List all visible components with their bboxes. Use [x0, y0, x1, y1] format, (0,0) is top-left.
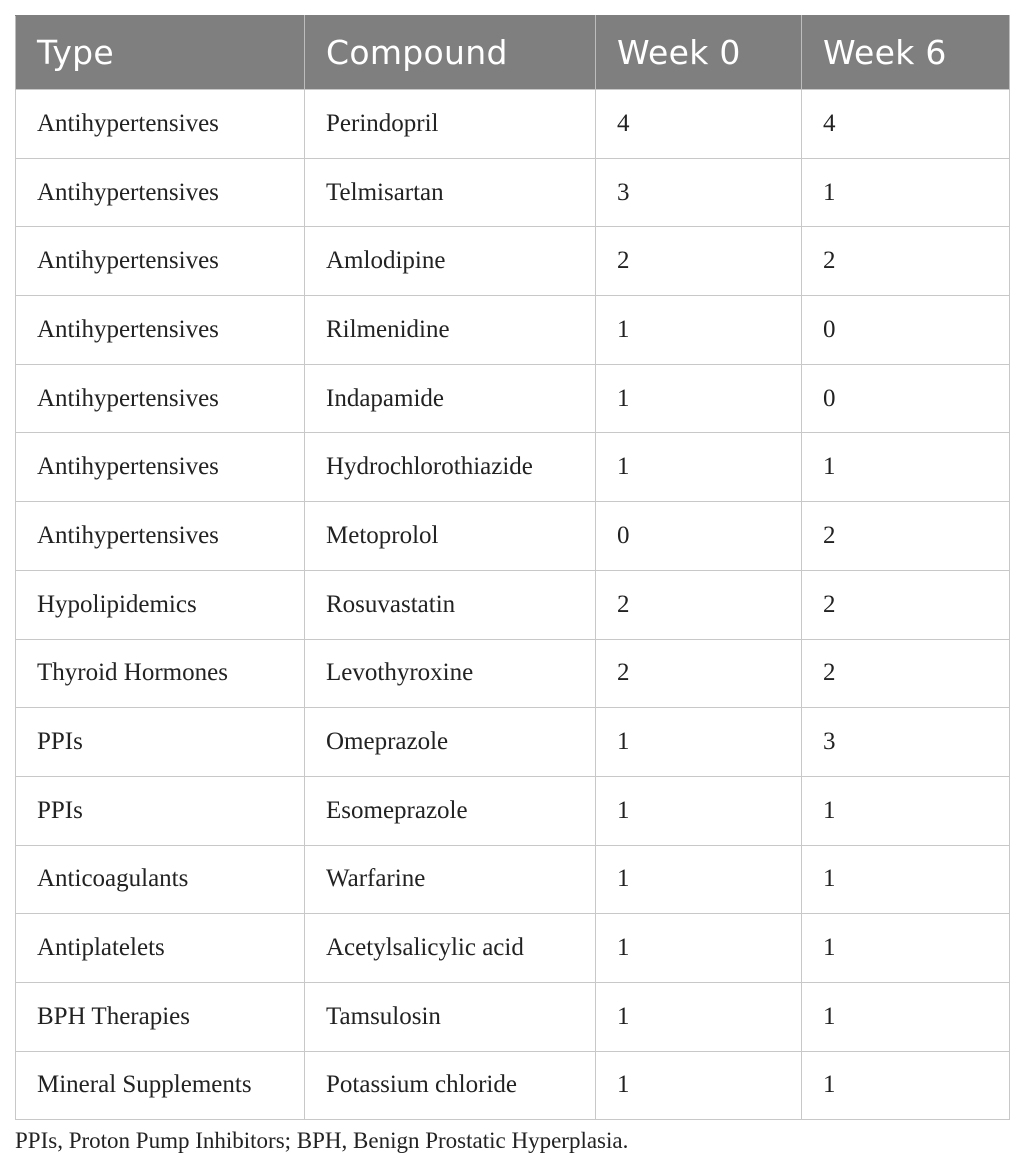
header-week-0: Week 0 [596, 16, 802, 90]
table-header [16, 16, 1010, 90]
cell-week-0: 1 [596, 776, 802, 845]
cell-compound: Potassium chloride [305, 1051, 596, 1120]
cell-week-0: 1 [596, 1051, 802, 1120]
cell-week-6: 2 [802, 502, 1010, 571]
cell-type: Hypolipidemics [16, 570, 305, 639]
table-footnote: PPIs, Proton Pump Inhibitors; BPH, Benign Prostatic Hyperplasia. [15, 1128, 629, 1153]
cell-week-6: 0 [802, 296, 1010, 365]
cell-compound: Warfarine [305, 845, 596, 914]
cell-type: Antihypertensives [16, 502, 305, 571]
cell-week-6: 1 [802, 158, 1010, 227]
medication-table [15, 15, 1010, 1120]
cell-week-0: 3 [596, 158, 802, 227]
table-row [16, 982, 1010, 1051]
table-body [16, 90, 1010, 1120]
cell-week-6: 0 [802, 364, 1010, 433]
table-row [16, 158, 1010, 227]
cell-compound: Tamsulosin [305, 982, 596, 1051]
cell-type: Antihypertensives [16, 90, 305, 159]
table-row [16, 776, 1010, 845]
table-row [16, 296, 1010, 365]
table-row [16, 845, 1010, 914]
cell-week-6: 1 [802, 433, 1010, 502]
cell-type: PPIs [16, 776, 305, 845]
table-row [16, 1051, 1010, 1120]
cell-week-6: 4 [802, 90, 1010, 159]
table-row [16, 364, 1010, 433]
table-row [16, 227, 1010, 296]
header-compound: Compound [305, 16, 596, 90]
cell-compound: Rilmenidine [305, 296, 596, 365]
cell-week-6: 1 [802, 845, 1010, 914]
table-row [16, 502, 1010, 571]
cell-week-0: 2 [596, 639, 802, 708]
table-row [16, 90, 1010, 159]
cell-week-0: 1 [596, 296, 802, 365]
cell-type: BPH Therapies [16, 982, 305, 1051]
cell-week-0: 4 [596, 90, 802, 159]
header-week-6: Week 6 [802, 16, 1010, 90]
cell-compound: Esomeprazole [305, 776, 596, 845]
header-row [16, 16, 1010, 90]
table-row [16, 433, 1010, 502]
cell-compound: Perindopril [305, 90, 596, 159]
cell-compound: Omeprazole [305, 708, 596, 777]
table-row [16, 570, 1010, 639]
cell-week-6: 2 [802, 227, 1010, 296]
cell-type: Anticoagulants [16, 845, 305, 914]
cell-compound: Metoprolol [305, 502, 596, 571]
cell-compound: Hydrochlorothiazide [305, 433, 596, 502]
cell-week-6: 2 [802, 639, 1010, 708]
cell-week-0: 1 [596, 364, 802, 433]
cell-compound: Indapamide [305, 364, 596, 433]
cell-week-0: 2 [596, 570, 802, 639]
table-row [16, 708, 1010, 777]
cell-compound: Amlodipine [305, 227, 596, 296]
cell-week-0: 1 [596, 914, 802, 983]
cell-compound: Levothyroxine [305, 639, 596, 708]
cell-week-6: 2 [802, 570, 1010, 639]
cell-type: Antiplatelets [16, 914, 305, 983]
cell-type: Antihypertensives [16, 296, 305, 365]
cell-compound: Acetylsalicylic acid [305, 914, 596, 983]
cell-week-0: 1 [596, 708, 802, 777]
header-type: Type [16, 16, 305, 90]
cell-week-6: 1 [802, 982, 1010, 1051]
cell-type: Antihypertensives [16, 227, 305, 296]
cell-week-0: 1 [596, 845, 802, 914]
cell-type: Mineral Supplements [16, 1051, 305, 1120]
cell-type: PPIs [16, 708, 305, 777]
table-row [16, 639, 1010, 708]
cell-week-0: 0 [596, 502, 802, 571]
cell-week-6: 3 [802, 708, 1010, 777]
cell-week-0: 2 [596, 227, 802, 296]
cell-type: Antihypertensives [16, 158, 305, 227]
cell-compound: Telmisartan [305, 158, 596, 227]
table-row [16, 914, 1010, 983]
cell-type: Thyroid Hormones [16, 639, 305, 708]
cell-week-0: 1 [596, 433, 802, 502]
medication-table-container [15, 15, 1009, 1120]
cell-week-6: 1 [802, 776, 1010, 845]
cell-type: Antihypertensives [16, 364, 305, 433]
cell-week-6: 1 [802, 914, 1010, 983]
cell-compound: Rosuvastatin [305, 570, 596, 639]
cell-type: Antihypertensives [16, 433, 305, 502]
cell-week-0: 1 [596, 982, 802, 1051]
cell-week-6: 1 [802, 1051, 1010, 1120]
